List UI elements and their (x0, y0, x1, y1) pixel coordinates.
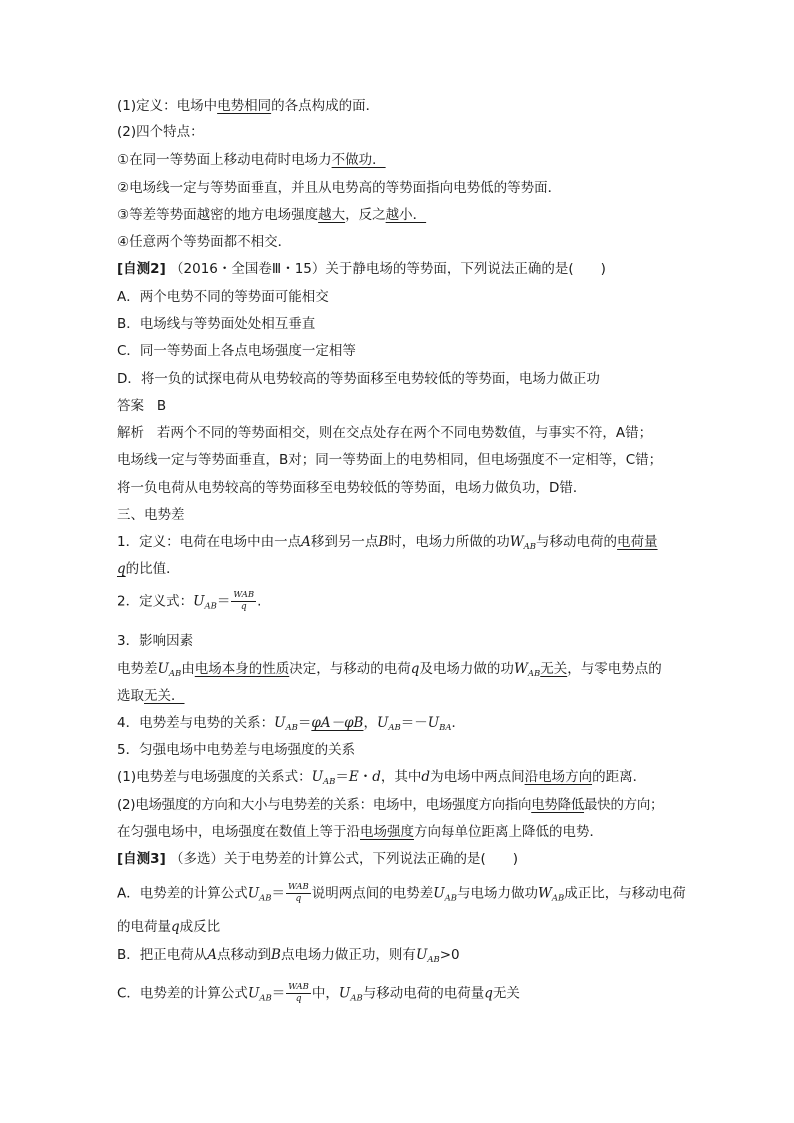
option-b: B．电场线与等势面处处相互垂直 (117, 316, 316, 332)
underlined-answer: φA－φB (311, 715, 364, 731)
potential-relation: 4．电势差与电势的关系：$U_{AB}=\varphi A-\varphi B$，$U_{AB}=-U_{BA}$． (117, 715, 466, 733)
self-test-tag: [自测2] (117, 261, 166, 277)
definition-line-1: 1．定义：电荷在电场中由一点A移到另一点B时，电场力所做的功$W_{AB}$与移动电荷的电荷量 (117, 534, 658, 552)
factors-heading: 3．影响因素 (117, 633, 194, 649)
underlined-answer: 不做功． (331, 152, 386, 168)
factors-line-2: 选取无关． (117, 688, 185, 704)
feature-1: ①在同一等势面上移动电荷时电场力不做功． (117, 152, 386, 168)
underlined-answer: 无关． (144, 688, 185, 704)
underlined-answer: 电势相同 (217, 98, 272, 114)
explanation-line-2: 电场线一定与等势面垂直，B对；同一等势面上的电势相同，但电场强度不一定相等，C错； (117, 452, 663, 468)
underlined-answer: 电场强度 (360, 824, 414, 840)
self-test-tag: [自测3] (117, 851, 166, 867)
definition-line-2: q的比值． (117, 561, 180, 577)
self-test-3-stem: [自测3] （多选）关于电势差的计算公式，下列说法正确的是( ) (117, 851, 519, 867)
underlined-answer: 越大 (318, 207, 346, 223)
underlined-answer: 越小． (385, 207, 427, 223)
underlined-answer: 电势降低 (531, 797, 585, 813)
option-a-continued: 的电荷量q成反比 (117, 919, 221, 935)
fraction: $\frac{\text{WAB}}{q}$ (233, 590, 255, 612)
fraction: $\frac{\text{WAB}}{q}$ (288, 882, 309, 904)
uniform-field-heading: 5．匀强电场中电势差与电场强度的关系 (117, 742, 356, 758)
option-c: C．电势差的计算公式$U_{AB}=$ $\frac{\text{WAB}}{q}$ 中，$U_{AB}$与移动电荷的电荷量q无关 (117, 982, 520, 1004)
four-features-heading: (2)四个特点： (117, 124, 204, 140)
answer-line (117, 396, 166, 416)
self-test-2-stem: [自测2] （2016・全国卷Ⅲ・15）关于静电场的等势面，下列说法正确的是( ) (117, 261, 606, 277)
underlined-answer: q (117, 561, 126, 577)
uniform-field-relation-1: (1)电势差与电场强度的关系式：$U_{AB}=E$・d，其中d为电场中两点间沿电场方向的距离． (117, 769, 647, 787)
option-d: D．将一负的试探电荷从电势较高的等势面移至电势较低的等势面，电场力做正功 (117, 371, 600, 387)
fraction: $\frac{\text{WAB}}{q}$ (288, 982, 309, 1004)
underlined-answer: 电场本身的性质 (194, 661, 290, 677)
feature-2: ②电场线一定与等势面垂直，并且从电势高的等势面指向电势低的等势面． (117, 180, 562, 196)
answer-label: 答案 (117, 398, 144, 414)
equipotential-definition: (1)定义：电场中电势相同的各点构成的面． (117, 98, 380, 114)
underlined-answer: 沿电场方向 (524, 769, 593, 785)
uniform-field-relation-3: 在匀强电场中，电场强度在数值上等于沿电场强度方向每单位距离上降低的电势． (117, 824, 603, 840)
feature-4: ④任意两个等势面都不相交． (117, 234, 292, 250)
explanation-label: 解析 (117, 425, 144, 441)
definition-formula: 2．定义式：$U_{AB}=$ $\frac{\text{WAB}}{q}$ . (117, 590, 262, 612)
section-heading: 三、电势差 (117, 507, 185, 523)
option-c: C．同一等势面上各点电场强度一定相等 (117, 343, 356, 359)
underlined-answer: 电荷量 (617, 534, 658, 550)
factors-line-1: 电势差$U_{AB}$由电场本身的性质决定，与移动的电荷q及电场力做的功$W_{AB}$无关，与零电势点的 (117, 661, 662, 679)
answer-value: B (156, 398, 167, 414)
uniform-field-relation-2: (2)电场强度的方向和大小与电势差的关系：电场中，电场强度方向指向电势降低最快的方向； (117, 797, 664, 813)
underlined-answer: 无关 (540, 661, 568, 677)
option-b: B．把正电荷从A点移动到B点电场力做正功，则有$U_{AB}>0$ (117, 947, 460, 965)
option-a: A．两个电势不同的等势面可能相交 (117, 289, 329, 305)
explanation-line-3: 将一负电荷从电势较高的等势面移至电势较低的等势面，电场力做负功，D错． (117, 480, 587, 496)
feature-3: ③等差等势面越密的地方电场强度越大，反之越小． (117, 207, 427, 223)
explanation-line-1: 解析 若两个不同的等势面相交，则在交点处存在两个不同电势数值，与事实不符，A错； (117, 425, 653, 441)
option-a: A．电势差的计算公式$U_{AB}=$ $\frac{\text{WAB}}{q}$ 说明两点间的电势差$U_{AB}$与电场力做功$W_{AB}$成正比，与移动电荷 (117, 882, 686, 904)
